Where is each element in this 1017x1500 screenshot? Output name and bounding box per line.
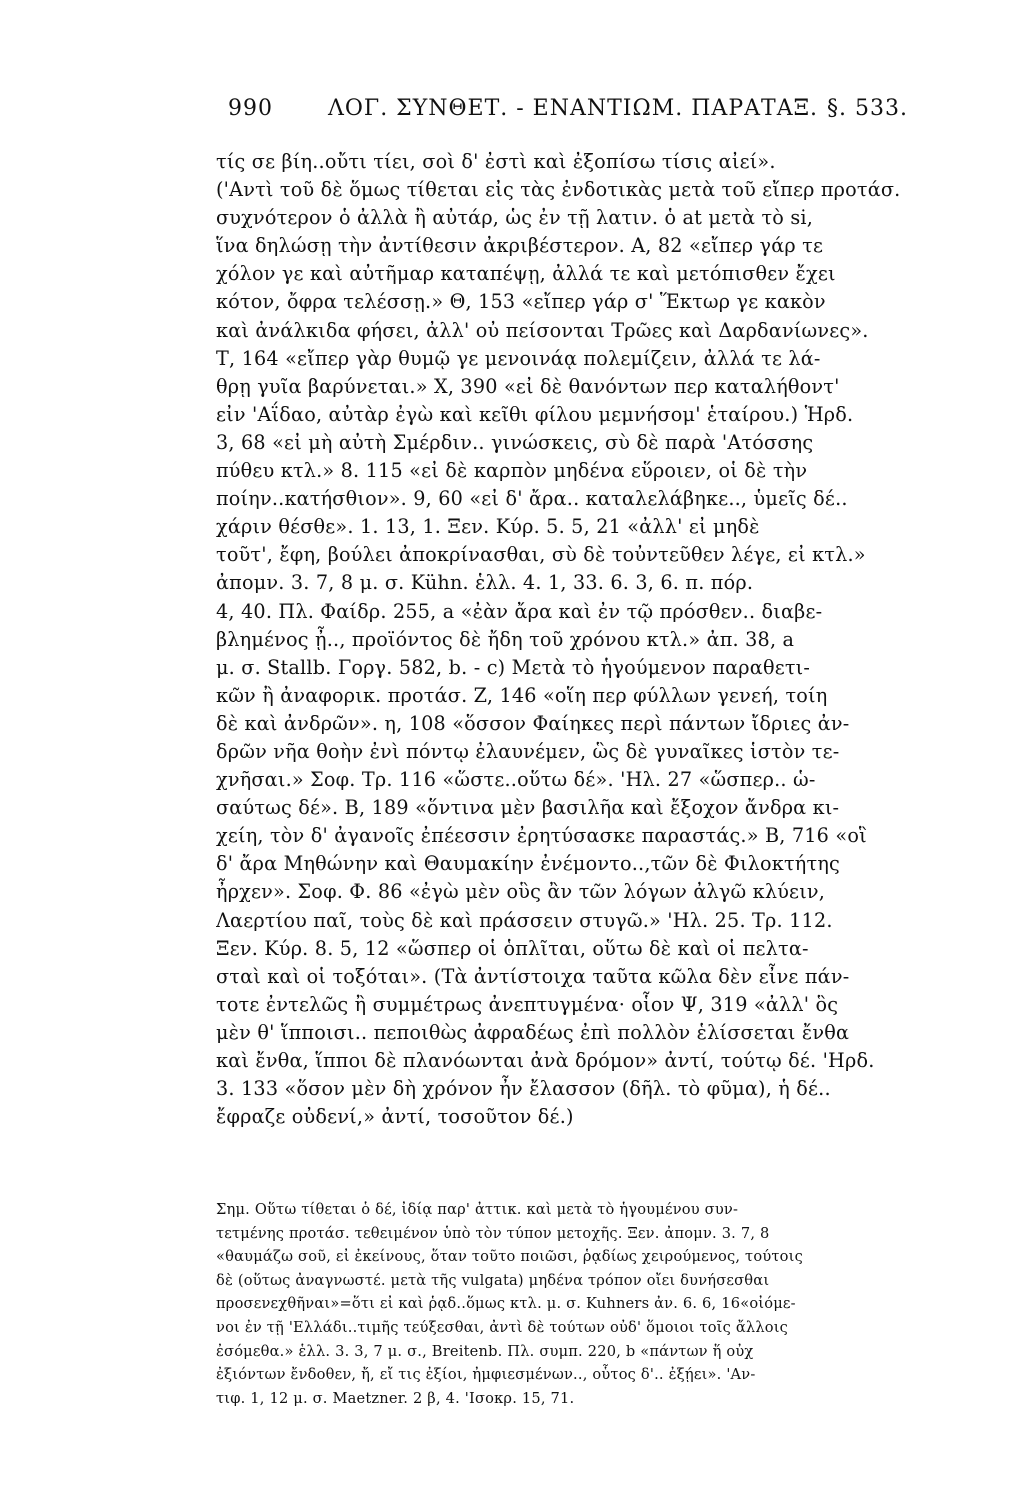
text-line: Ξεν. Κύρ. 8. 5, 12 «ὥσπερ οἱ ὁπλῖται, οὕτω δὲ καὶ οἱ πελτα- (216, 936, 809, 960)
footnote-line: ἐσόμεθα.» ἑλλ. 3. 3, 7 μ. σ., Breitenb. Πλ. συμπ. 220, b «πάντων ἥ οὐχ (216, 1342, 754, 1360)
text-line: ('Αντὶ τοῦ δὲ ὅμως τίθεται εἰς τὰς ἐνδοτικὰς μετὰ τοῦ εἴπερ προτάσ. (216, 178, 901, 202)
footnote (216, 1198, 916, 1410)
text-line: εἰν 'Αΐδαο, αὐτὰρ ἐγὼ καὶ κεῖθι φίλου μεμνήσομ' ἑταίρου.) Ἡρδ. (216, 402, 854, 426)
footnote-line: δὲ (οὕτως ἀναγνωστέ. μετὰ τῆς vulgata) μηδένα τρόπον οἴει δυνήσεσθαι (216, 1271, 770, 1289)
text-line: πύθευ κτλ.» 8. 115 «εἰ δὲ καρπὸν μηδένα εὕροιεν, οἱ δὲ τὴν (216, 459, 808, 483)
page-number: 990 (228, 96, 273, 121)
running-title: ΛΟΓ. ΣΥΝΘΕΤ. - ΕΝΑΝΤΙΩΜ. ΠΑΡΑΤΑΞ. (328, 96, 819, 121)
text-line: τοτε ἐντελῶς ἢ συμμέτρως ἀνεπτυγμένα· οἷον Ψ, 319 «ἀλλ' ὃς (216, 992, 839, 1016)
text-line: 3, 68 «εἰ μὴ αὐτὴ Σμέρδιν.. γινώσκεις, σὺ δὲ παρὰ 'Ατόσσης (216, 430, 814, 454)
text-line: 3. 133 «ὅσον μὲν δὴ χρόνον ἦν ἔλασσον (δῆλ. τὸ φῦμα), ἡ δέ.. (216, 1077, 831, 1101)
footnote-line: νοι ἐν τῇ 'Ελλάδι..τιμῆς τεύξεσθαι, ἀντὶ δὲ τούτων οὐδ' ὅμοιοι τοῖς ἄλλοις (216, 1318, 789, 1336)
text-line: θρῃ γυῖα βαρύνεται.» Χ, 390 «εἰ δὲ θανόντων περ καταλήθοντ' (216, 374, 840, 398)
footnote-line: τετμένης προτάσ. τεθειμένον ὑπὸ τὸν τύπον μετοχῆς. Ξεν. ἀπομν. 3. 7, 8 (216, 1224, 770, 1242)
text-line: δ' ἄρα Μηθώνην καὶ Θαυμακίην ἐνέμοντο..,τῶν δὲ Φιλοκτήτης (216, 852, 840, 876)
text-line: μὲν θ' ἵπποισι.. πεποιθὼς ἀφραδέως ἐπὶ πολλὸν ἑλίσσεται ἔνθα (216, 1020, 850, 1044)
text-line: κῶν ἢ ἀναφορικ. προτάσ. Z, 146 «οἵη περ φύλλων γενεή, τοίη (216, 683, 828, 707)
text-line: μ. σ. Stallb. Γοργ. 582, b. - c) Μετὰ τὸ ἡγούμενον παραθετι- (216, 655, 811, 679)
text-line: δὲ καὶ ἀνδρῶν». η, 108 «ὅσσον Φαίηκες περὶ πάντων ἴδριες ἀν- (216, 711, 850, 735)
text-line: χόλον γε καὶ αὐτῆμαρ καταπέψῃ, ἀλλά τε καὶ μετόπισθεν ἔχει (216, 262, 836, 286)
text-line: κότον, ὄφρα τελέσσῃ.» Θ, 153 «εἴπερ γάρ σ' Ἕκτωρ γε κακὸν (216, 290, 826, 314)
text-line: χνῆσαι.» Σοφ. Τρ. 116 «ὥστε..οὕτω δέ». 'Ηλ. 27 «ὥσπερ.. ὡ- (216, 768, 816, 792)
text-line: συχνότερον ὁ ἀλλὰ ἢ αὐτάρ, ὡς ἐν τῇ λατιν. ὁ at μετὰ τὸ si, (216, 206, 814, 230)
text-line: Λαερτίου παῖ, τοὺς δὲ καὶ πράσσειν στυγῶ.» 'Ηλ. 25. Τρ. 112. (216, 908, 833, 932)
section-number: §. 533. (827, 96, 908, 121)
footnote-line: «θαυμάζω σοῦ, εἰ ἐκείνους, ὅταν τοῦτο ποιῶσι, ῥᾳδίως χειρούμενος, τούτοις (216, 1248, 803, 1266)
main-text (216, 148, 916, 1131)
text-line: σαύτως δέ». B, 189 «ὅντινα μὲν βασιλῆα καὶ ἔξοχον ἄνδρα κι- (216, 796, 840, 820)
text-line: χείη, τὸν δ' ἀγανοῖς ἐπέεσσιν ἐρητύσασκε παραστάς.» B, 716 «οἳ (216, 824, 867, 848)
page-header (228, 96, 908, 136)
text-line: ποίην..κατήσθιον». 9, 60 «εἰ δ' ἄρα.. καταλελάβηκε.., ὑμεῖς δέ.. (216, 487, 848, 511)
text-line: Τ, 164 «εἴπερ γὰρ θυμῷ γε μενοινάᾳ πολεμίζειν, ἀλλά τε λά- (216, 346, 821, 370)
text-line: δρῶν νῆα θοὴν ἐνὶ πόντῳ ἐλαυνέμεν, ὣς δὲ γυναῖκες ἱστὸν τε- (216, 739, 840, 763)
footnote-line: ἐξιόντων ἔνδοθεν, ἤ, εἴ τις ἐξίοι, ἠμφιεσμένων.., οὗτος δ'.. ἐξῄει». 'Αν- (216, 1366, 756, 1384)
text-line: χάριν θέσθε». 1. 13, 1. Ξεν. Κύρ. 5. 5, 21 «ἀλλ' εἰ μηδὲ (216, 515, 760, 539)
text-line: σταὶ καὶ οἱ τοξόται». (Τὰ ἀντίστοιχα ταῦτα κῶλα δὲν εἶνε πάν- (216, 964, 850, 988)
text-line: βλημένος ᾖ.., προϊόντος δὲ ἤδη τοῦ χρόνου κτλ.» ἀπ. 38, a (216, 627, 795, 651)
text-line: ἔφραζε οὐδενί,» ἀντί, τοσοῦτον δέ.) (216, 1105, 574, 1129)
footnote-line: τιφ. 1, 12 μ. σ. Maetzner. 2 β, 4. 'Ισοκρ. 15, 71. (216, 1389, 575, 1407)
text-line: τίς σε βίη..οὔτι τίει, σοὶ δ' ἐστὶ καὶ ἐξοπίσω τίσις αἰεί». (216, 150, 776, 173)
footnote-line: Σημ. Οὕτω τίθεται ὁ δέ, ἰδίᾳ παρ' ἀττικ. καὶ μετὰ τὸ ἡγουμένου συν- (216, 1201, 739, 1218)
text-line: ἦρχεν». Σοφ. Φ. 86 «ἐγὼ μὲν οὓς ἂν τῶν λόγων ἀλγῶ κλύειν, (216, 880, 826, 904)
footnote-line: προσενεχθῆναι»=ὅτι εἰ καὶ ῥᾳδ..ὅμως κτλ. μ. σ. Kuhners ἀν. 6. 6, 16«οἰόμε- (216, 1295, 796, 1313)
text-line: ἵνα δηλώσῃ τὴν ἀντίθεσιν ἀκριβέστερον. A, 82 «εἴπερ γάρ τε (216, 234, 824, 258)
text-line: 4, 40. Πλ. Φαίδρ. 255, a «ἐὰν ἄρα καὶ ἐν τῷ πρόσθεν.. διαβε- (216, 599, 823, 623)
text-line: καὶ ἀνάλκιδα φήσει, ἀλλ' οὐ πείσονται Τρῶες καὶ Δαρδανίωνες». (216, 318, 869, 342)
text-line: τοῦτ', ἔφη, βούλει ἀποκρίνασθαι, σὺ δὲ τοὐντεῦθεν λέγε, εἰ κτλ.» (216, 543, 866, 567)
text-line: ἀπομν. 3. 7, 8 μ. σ. Kühn. ἑλλ. 4. 1, 33. 6. 3, 6. π. πόρ. (216, 571, 754, 595)
text-line: καὶ ἔνθα, ἵπποι δὲ πλανόωνται ἀνὰ δρόμον» ἀντί, τούτῳ δέ. 'Ηρδ. (216, 1049, 875, 1072)
